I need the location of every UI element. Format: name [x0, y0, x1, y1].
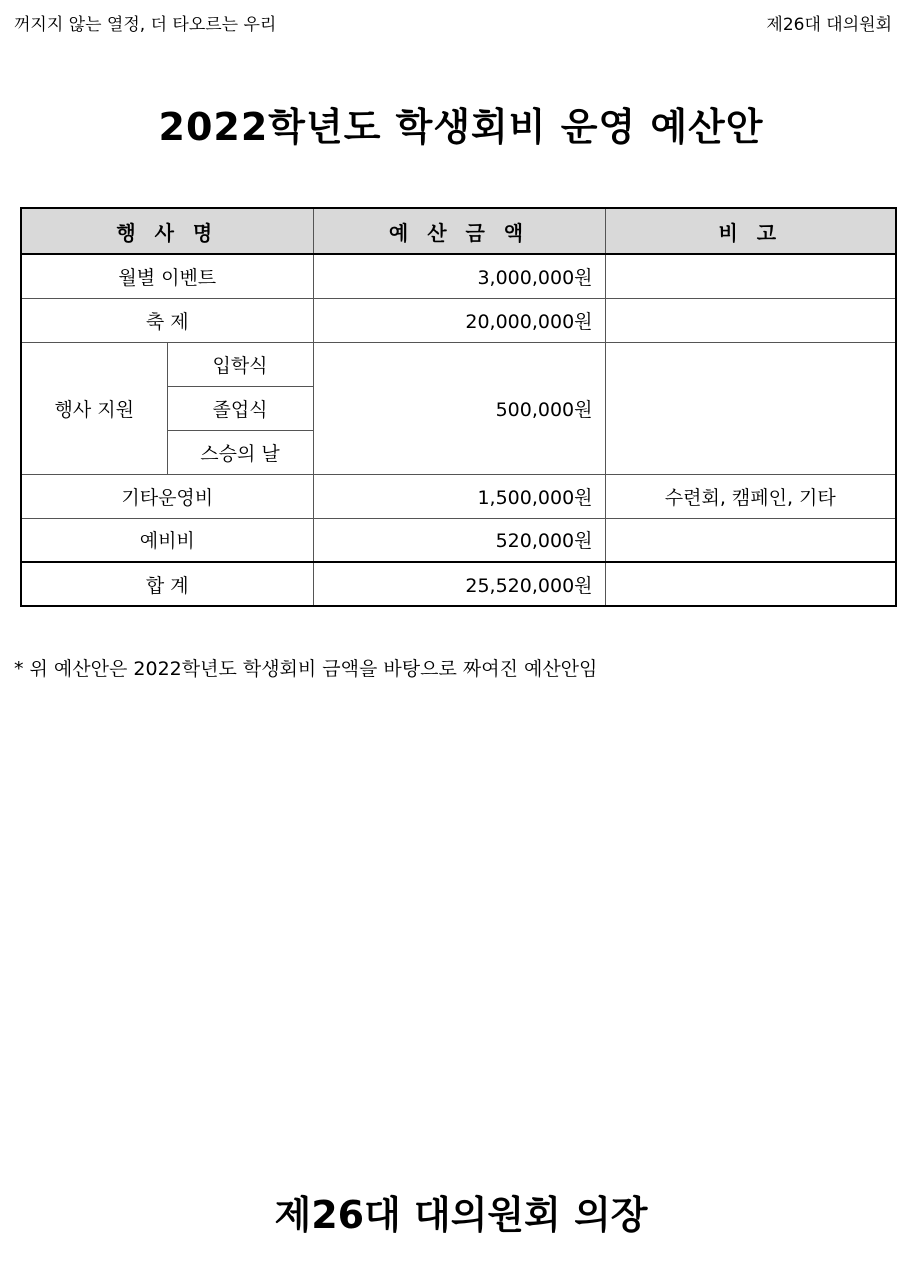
remarks-cell: 수련회, 캠페인, 기타: [605, 474, 896, 518]
remarks-cell: [605, 342, 896, 474]
remarks-cell: [605, 518, 896, 562]
sub-event-cell: 스승의 날: [167, 430, 313, 474]
event-name-cell: 축 제: [21, 298, 313, 342]
sub-event-cell: 입학식: [167, 342, 313, 386]
event-name-cell: 월별 이벤트: [21, 254, 313, 298]
total-amount-cell: 25,520,000원: [313, 562, 605, 606]
amount-cell: 1,500,000원: [313, 474, 605, 518]
header-slogan: 꺼지지 않는 열정, 더 타오르는 우리: [14, 15, 277, 35]
table-row: [21, 254, 896, 298]
table-row: [21, 474, 896, 518]
remarks-cell: [605, 562, 896, 606]
amount-cell: 20,000,000원: [313, 298, 605, 342]
column-header-remarks: 비 고: [605, 208, 896, 254]
table-header-row: [21, 208, 896, 254]
event-name-cell: 예비비: [21, 518, 313, 562]
total-label-cell: 합 계: [21, 562, 313, 606]
remarks-cell: [605, 298, 896, 342]
document-title: 2022학년도 학생회비 운영 예산안: [158, 105, 764, 149]
amount-cell: 3,000,000원: [313, 254, 605, 298]
header-org: 제26대 대의원회: [766, 15, 892, 35]
total-row: [21, 562, 896, 606]
footnote: * 위 예산안은 2022학년도 학생회비 금액을 바탕으로 짜여진 예산안임: [14, 658, 598, 680]
amount-cell: 500,000원: [313, 342, 605, 474]
remarks-cell: [605, 254, 896, 298]
event-name-cell: 행사 지원: [21, 342, 167, 474]
table-row: [21, 518, 896, 562]
column-header-event-name: 행 사 명: [21, 208, 313, 254]
column-header-budget-amount: 예 산 금 액: [313, 208, 605, 254]
signature-title: 제26대 대의원회 의장: [274, 1193, 648, 1237]
table-row: [21, 342, 896, 386]
sub-event-cell: 졸업식: [167, 386, 313, 430]
budget-table: [20, 207, 897, 607]
table-row: [21, 298, 896, 342]
event-name-cell: 기타운영비: [21, 474, 313, 518]
amount-cell: 520,000원: [313, 518, 605, 562]
